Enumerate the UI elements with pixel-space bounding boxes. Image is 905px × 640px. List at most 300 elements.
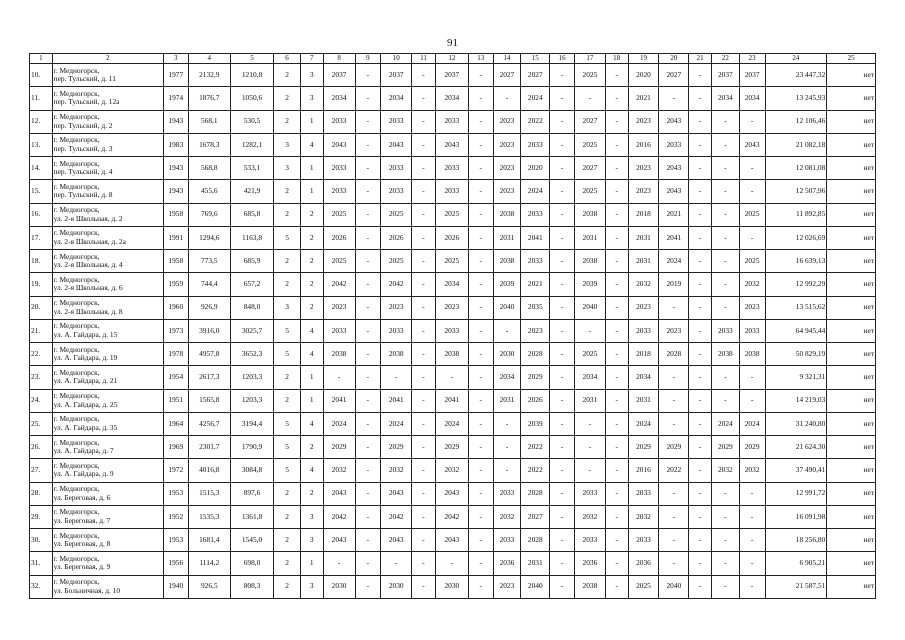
address-street: ул. Береговая, д. 6	[53, 492, 111, 502]
value-cell: 2027	[574, 110, 605, 133]
address-cell	[52, 482, 163, 505]
value-cell: 2021	[659, 203, 689, 226]
value-cell: 2026	[521, 389, 550, 412]
value-cell: 2033	[739, 319, 765, 342]
value-cell: 2029	[381, 436, 412, 459]
value-cell: -	[689, 133, 712, 156]
value-cell: 2	[274, 505, 301, 528]
row-number-cell: 13.	[30, 133, 53, 156]
value-cell: 2024	[323, 412, 355, 435]
cost-cell: 18 256,80	[765, 529, 827, 552]
value-cell: 2022	[521, 459, 550, 482]
value-cell: -	[550, 110, 575, 133]
value-cell: 3	[300, 505, 323, 528]
value-cell: 2040	[574, 296, 605, 319]
value-cell: -	[468, 273, 493, 296]
value-cell: 2022	[659, 459, 689, 482]
value-cell: 2028	[521, 343, 550, 366]
value-cell: -	[550, 87, 575, 110]
value-cell: 2043	[381, 529, 412, 552]
value-cell: 1	[300, 389, 323, 412]
value-cell: -	[550, 64, 575, 87]
column-number-header: 25	[827, 54, 876, 64]
flag-cell: нет	[827, 482, 876, 505]
address-street: ул. А. Гайдара, д. 7	[53, 446, 114, 456]
value-cell: 3194,4	[230, 412, 273, 435]
value-cell: 1943	[163, 180, 188, 203]
value-cell: -	[412, 203, 436, 226]
value-cell: 3	[300, 575, 323, 599]
value-cell: 1978	[163, 343, 188, 366]
column-number-header: 3	[163, 54, 188, 64]
address-street: ул. Береговая, д. 7	[53, 515, 111, 525]
value-cell: -	[468, 87, 493, 110]
address-street: ул. А. Гайдара, д. 19	[53, 353, 118, 363]
value-cell: 1954	[163, 366, 188, 389]
value-cell: 2033	[435, 110, 468, 133]
table-row	[30, 64, 876, 87]
row-number-cell: 11.	[30, 87, 53, 110]
address-city: г. Медногорск,	[53, 344, 100, 354]
value-cell: -	[468, 296, 493, 319]
flag-cell: нет	[827, 133, 876, 156]
cost-cell: 16 639,13	[765, 250, 827, 273]
value-cell: -	[468, 389, 493, 412]
value-cell: 2043	[323, 133, 355, 156]
cost-cell: 12 026,69	[765, 226, 827, 249]
value-cell: 2043	[659, 180, 689, 203]
value-cell: 2034	[739, 87, 765, 110]
row-number-cell: 10.	[30, 64, 53, 87]
value-cell: 1983	[163, 133, 188, 156]
value-cell: 2043	[323, 529, 355, 552]
value-cell: 2033	[381, 110, 412, 133]
value-cell: -	[493, 319, 521, 342]
value-cell: -	[355, 64, 381, 87]
value-cell: -	[689, 482, 712, 505]
value-cell: 2043	[435, 133, 468, 156]
value-cell: -	[605, 110, 628, 133]
value-cell: -	[435, 552, 468, 575]
value-cell: 2038	[493, 203, 521, 226]
row-number-cell: 31.	[30, 552, 53, 575]
value-cell: 2033	[711, 319, 739, 342]
value-cell: -	[574, 459, 605, 482]
value-cell: 2043	[435, 529, 468, 552]
address-cell	[52, 64, 163, 87]
value-cell: -	[468, 180, 493, 203]
value-cell: 2037	[323, 64, 355, 87]
value-cell: 2043	[659, 110, 689, 133]
address-city: г. Медногорск,	[53, 112, 100, 122]
value-cell: -	[605, 180, 628, 203]
value-cell: -	[711, 133, 739, 156]
value-cell: 2038	[574, 250, 605, 273]
cost-cell: 31 240,80	[765, 412, 827, 435]
value-cell: -	[355, 436, 381, 459]
value-cell: 530,5	[230, 110, 273, 133]
value-cell: 2041	[435, 389, 468, 412]
value-cell: 5	[274, 226, 301, 249]
value-cell: 2041	[381, 389, 412, 412]
address-street: ул. А. Гайдара, д. 9	[53, 469, 114, 479]
value-cell: 3916,0	[188, 319, 230, 342]
address-city: г. Медногорск,	[53, 414, 100, 424]
value-cell: 2034	[628, 366, 659, 389]
column-number-header: 23	[739, 54, 765, 64]
value-cell: 773,5	[188, 250, 230, 273]
value-cell: 2024	[521, 87, 550, 110]
value-cell: 2	[274, 87, 301, 110]
value-cell: 2033	[521, 203, 550, 226]
address-cell	[52, 319, 163, 342]
value-cell: 2016	[628, 133, 659, 156]
value-cell: 2	[274, 203, 301, 226]
address-city: г. Медногорск,	[53, 228, 100, 238]
value-cell: 1294,6	[188, 226, 230, 249]
table-row	[30, 319, 876, 342]
value-cell: 1	[300, 552, 323, 575]
value-cell: 744,4	[188, 273, 230, 296]
value-cell: -	[493, 459, 521, 482]
value-cell: -	[550, 552, 575, 575]
value-cell: 2034	[493, 366, 521, 389]
address-cell	[52, 250, 163, 273]
address-street: ул. А. Гайдара, д. 15	[53, 329, 118, 339]
value-cell: 2	[274, 482, 301, 505]
value-cell: -	[659, 389, 689, 412]
value-cell: 2	[274, 552, 301, 575]
value-cell: 848,0	[230, 296, 273, 319]
address-cell	[52, 529, 163, 552]
value-cell: -	[550, 482, 575, 505]
column-number-header: 17	[574, 54, 605, 64]
value-cell: -	[689, 296, 712, 319]
value-cell: 2038	[493, 250, 521, 273]
address-street: ул. 2-я Школьная, д. 2а	[53, 236, 126, 246]
value-cell: -	[739, 180, 765, 203]
value-cell: -	[468, 575, 493, 599]
value-cell: -	[739, 505, 765, 528]
value-cell: 2029	[659, 436, 689, 459]
table-row	[30, 482, 876, 505]
value-cell: 455,6	[188, 180, 230, 203]
value-cell: 2	[274, 389, 301, 412]
value-cell: 2026	[435, 226, 468, 249]
value-cell: -	[355, 273, 381, 296]
value-cell: 1876,7	[188, 87, 230, 110]
value-cell: -	[412, 273, 436, 296]
value-cell: 2	[274, 273, 301, 296]
value-cell: 2023	[493, 110, 521, 133]
address-city: г. Медногорск,	[53, 251, 100, 261]
value-cell: 2031	[521, 552, 550, 575]
flag-cell: нет	[827, 180, 876, 203]
value-cell: -	[412, 552, 436, 575]
row-number-cell: 29.	[30, 505, 53, 528]
value-cell: 2043	[323, 482, 355, 505]
value-cell: 2025	[574, 64, 605, 87]
value-cell: -	[689, 505, 712, 528]
value-cell: 2023	[435, 296, 468, 319]
value-cell: 3084,8	[230, 459, 273, 482]
value-cell: 2032	[628, 505, 659, 528]
value-cell: -	[468, 412, 493, 435]
value-cell: 421,9	[230, 180, 273, 203]
value-cell: 2032	[628, 273, 659, 296]
value-cell: 2	[274, 180, 301, 203]
value-cell: 2032	[574, 505, 605, 528]
value-cell: 2026	[323, 226, 355, 249]
value-cell: 2019	[659, 273, 689, 296]
value-cell: 2034	[323, 87, 355, 110]
value-cell: -	[412, 296, 436, 319]
value-cell: 2	[300, 203, 323, 226]
value-cell: -	[605, 389, 628, 412]
column-number-header: 14	[493, 54, 521, 64]
address-street: пер. Тульский, д. 4	[53, 167, 113, 177]
address-street: ул. 2-я Школьная, д. 2	[53, 213, 123, 223]
row-number-cell: 30.	[30, 529, 53, 552]
address-cell	[52, 110, 163, 133]
value-cell: -	[412, 389, 436, 412]
table-row	[30, 203, 876, 226]
value-cell: -	[355, 412, 381, 435]
value-cell: 1114,2	[188, 552, 230, 575]
value-cell: 1545,0	[230, 529, 273, 552]
value-cell: 2033	[493, 529, 521, 552]
value-cell: 2033	[323, 110, 355, 133]
value-cell: 2033	[521, 250, 550, 273]
value-cell: -	[355, 575, 381, 599]
value-cell: 2037	[381, 64, 412, 87]
value-cell: 2033	[521, 133, 550, 156]
value-cell: 2032	[493, 505, 521, 528]
address-cell	[52, 505, 163, 528]
value-cell: 2033	[628, 319, 659, 342]
column-number-header: 10	[381, 54, 412, 64]
value-cell: -	[468, 366, 493, 389]
value-cell: 2032	[739, 459, 765, 482]
value-cell: 1	[300, 366, 323, 389]
value-cell: -	[550, 505, 575, 528]
value-cell: 2030	[323, 575, 355, 599]
value-cell: 2037	[435, 64, 468, 87]
value-cell: 2033	[323, 319, 355, 342]
value-cell: 2033	[381, 180, 412, 203]
value-cell: 2030	[493, 343, 521, 366]
value-cell: 2033	[381, 157, 412, 180]
value-cell: 2036	[493, 552, 521, 575]
value-cell: -	[412, 343, 436, 366]
value-cell: -	[355, 552, 381, 575]
value-cell: -	[412, 133, 436, 156]
value-cell: 4	[300, 319, 323, 342]
table-row	[30, 575, 876, 599]
value-cell: 2042	[381, 505, 412, 528]
address-street: ул. 2-я Школьная, д. 4	[53, 260, 123, 270]
column-number-header: 2	[52, 54, 163, 64]
value-cell: 2022	[521, 436, 550, 459]
value-cell: -	[689, 343, 712, 366]
value-cell: 2038	[574, 575, 605, 599]
value-cell: 2041	[659, 226, 689, 249]
value-cell: -	[689, 552, 712, 575]
value-cell: 2023	[493, 157, 521, 180]
cost-cell: 13 515,62	[765, 296, 827, 319]
value-cell: 2033	[493, 482, 521, 505]
value-cell: 2	[300, 436, 323, 459]
value-cell: -	[711, 482, 739, 505]
value-cell: -	[605, 226, 628, 249]
value-cell: -	[689, 273, 712, 296]
address-city: г. Медногорск,	[53, 88, 100, 98]
value-cell: 2023	[493, 575, 521, 599]
cost-cell: 12 991,72	[765, 482, 827, 505]
table-row	[30, 273, 876, 296]
flag-cell: нет	[827, 250, 876, 273]
value-cell: 1977	[163, 64, 188, 87]
value-cell: -	[711, 180, 739, 203]
value-cell: -	[468, 110, 493, 133]
value-cell: 2025	[739, 203, 765, 226]
value-cell: -	[412, 226, 436, 249]
value-cell: 2020	[521, 157, 550, 180]
column-number-header: 4	[188, 54, 230, 64]
value-cell: -	[550, 319, 575, 342]
value-cell: 2029	[739, 436, 765, 459]
value-cell: 2029	[521, 366, 550, 389]
value-cell: 2042	[381, 273, 412, 296]
value-cell: -	[739, 157, 765, 180]
value-cell: 2034	[435, 87, 468, 110]
value-cell: 2	[274, 250, 301, 273]
value-cell: -	[605, 529, 628, 552]
value-cell: 2024	[435, 412, 468, 435]
address-cell	[52, 366, 163, 389]
value-cell: -	[468, 203, 493, 226]
value-cell: 2043	[659, 157, 689, 180]
value-cell: 2042	[323, 273, 355, 296]
column-number-header: 19	[628, 54, 659, 64]
value-cell: 2033	[435, 157, 468, 180]
value-cell: -	[605, 366, 628, 389]
value-cell: 2023	[323, 296, 355, 319]
value-cell: 2038	[323, 343, 355, 366]
address-street: ул. 2-я Школьная, д. 6	[53, 283, 123, 293]
column-number-header: 8	[323, 54, 355, 64]
address-city: г. Медногорск,	[53, 460, 100, 470]
value-cell: 1282,1	[230, 133, 273, 156]
value-cell: -	[412, 505, 436, 528]
value-cell: 2028	[521, 482, 550, 505]
value-cell: 4256,7	[188, 412, 230, 435]
value-cell: 1943	[163, 110, 188, 133]
flag-cell: нет	[827, 575, 876, 599]
value-cell: 2029	[711, 436, 739, 459]
column-number-header: 9	[355, 54, 381, 64]
flag-cell: нет	[827, 296, 876, 319]
value-cell: 1964	[163, 412, 188, 435]
value-cell: -	[468, 64, 493, 87]
flag-cell: нет	[827, 529, 876, 552]
value-cell: -	[355, 529, 381, 552]
value-cell: 2031	[493, 226, 521, 249]
value-cell: 698,0	[230, 552, 273, 575]
table-row	[30, 552, 876, 575]
value-cell: 1678,3	[188, 133, 230, 156]
address-street: ул. Больничная, д. 10	[53, 585, 121, 595]
address-city: г. Медногорск,	[53, 274, 100, 284]
address-cell	[52, 180, 163, 203]
value-cell: -	[550, 296, 575, 319]
value-cell: 2036	[574, 552, 605, 575]
value-cell: -	[711, 552, 739, 575]
page-number: 91	[447, 37, 458, 49]
value-cell: 1203,3	[230, 389, 273, 412]
value-cell: 2024	[381, 412, 412, 435]
value-cell: 3	[300, 529, 323, 552]
value-cell: 1681,4	[188, 529, 230, 552]
value-cell: 2033	[323, 157, 355, 180]
value-cell: 657,2	[230, 273, 273, 296]
value-cell: -	[412, 575, 436, 599]
value-cell: 2027	[521, 505, 550, 528]
value-cell: -	[689, 366, 712, 389]
flag-cell: нет	[827, 64, 876, 87]
value-cell: -	[711, 110, 739, 133]
value-cell: 2024	[739, 412, 765, 435]
value-cell: -	[689, 575, 712, 599]
column-number-header: 20	[659, 54, 689, 64]
value-cell: -	[605, 64, 628, 87]
value-cell: -	[605, 459, 628, 482]
table-row	[30, 180, 876, 203]
value-cell: -	[739, 389, 765, 412]
value-cell: 2041	[323, 389, 355, 412]
value-cell: 2	[274, 64, 301, 87]
value-cell: -	[659, 296, 689, 319]
cost-cell: 6 905,21	[765, 552, 827, 575]
value-cell: 2021	[521, 273, 550, 296]
table-row	[30, 389, 876, 412]
value-cell: 2027	[574, 157, 605, 180]
value-cell: -	[659, 412, 689, 435]
value-cell: 2032	[711, 459, 739, 482]
address-city: г. Медногорск,	[53, 181, 100, 191]
value-cell: 2025	[323, 203, 355, 226]
value-cell: -	[355, 319, 381, 342]
table-row	[30, 226, 876, 249]
value-cell: 1959	[163, 273, 188, 296]
row-number-cell: 28.	[30, 482, 53, 505]
value-cell: 926,5	[188, 575, 230, 599]
value-cell: -	[550, 273, 575, 296]
value-cell: 2038	[381, 343, 412, 366]
value-cell: 2032	[435, 459, 468, 482]
value-cell: -	[468, 552, 493, 575]
value-cell: -	[468, 343, 493, 366]
address-city: г. Медногорск,	[53, 391, 100, 401]
value-cell: 808,3	[230, 575, 273, 599]
value-cell: -	[711, 157, 739, 180]
value-cell: -	[355, 226, 381, 249]
value-cell: 2028	[521, 529, 550, 552]
value-cell: 769,6	[188, 203, 230, 226]
value-cell: 1969	[163, 436, 188, 459]
cost-cell: 21 082,18	[765, 133, 827, 156]
address-street: ул. А. Гайдара, д. 25	[53, 399, 118, 409]
